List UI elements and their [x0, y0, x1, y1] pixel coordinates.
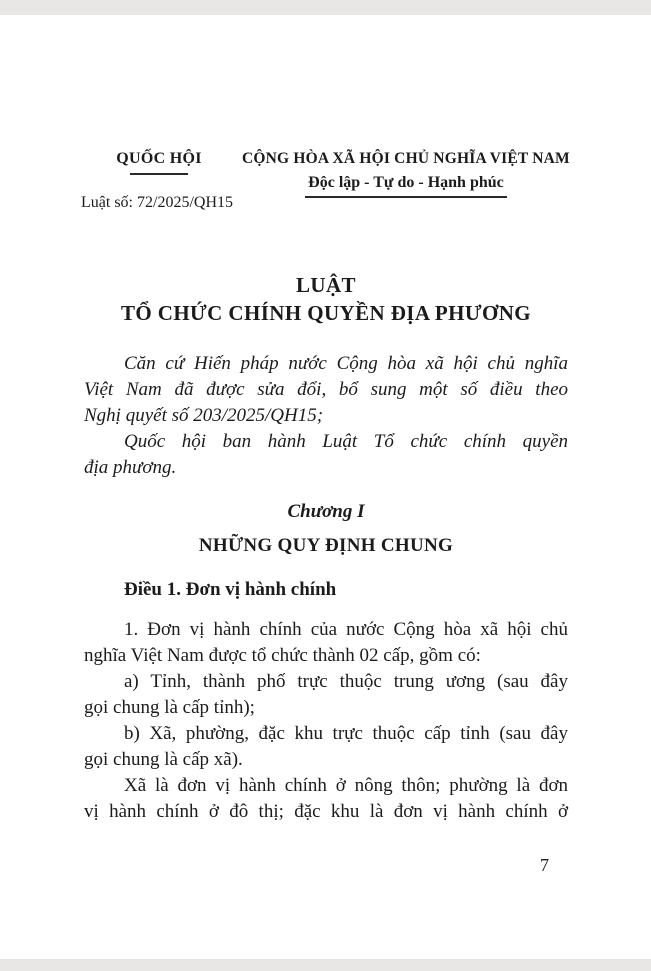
law-title-line1: LUẬT	[296, 273, 356, 297]
page-number: 7	[540, 855, 549, 875]
text-line: Quốc hội ban hành Luật Tổ chức chính quyền	[124, 431, 568, 452]
issuer-underline	[130, 173, 188, 175]
national-motto	[242, 172, 570, 198]
paragraph	[84, 669, 568, 721]
text-line: gọi chung là cấp tỉnh);	[84, 697, 255, 718]
article-heading: Điều 1. Đơn vị hành chính	[124, 579, 337, 600]
text-line: Việt Nam đã được sửa đổi, bổ sung một số điều theo	[84, 379, 568, 400]
paragraph	[84, 351, 568, 429]
national-title: CỘNG HÒA XÃ HỘI CHỦ NGHĨA VIỆT NAM	[242, 150, 570, 167]
header-national-block	[242, 148, 570, 198]
document-page	[0, 15, 651, 959]
text-line: 1. Đơn vị hành chính của nước Cộng hòa xã hội chủ	[124, 619, 568, 640]
text-line: Căn cứ Hiến pháp nước Cộng hòa xã hội chủ nghĩa	[124, 353, 568, 374]
text-line: Xã là đơn vị hành chính ở nông thôn; phường là đơn	[124, 775, 568, 796]
chapter-label: Chương I	[287, 501, 365, 522]
text-line: gọi chung là cấp xã).	[84, 749, 243, 770]
law-number: Luật số: 72/2025/QH15	[81, 194, 233, 211]
document-header	[81, 148, 570, 214]
law-title	[84, 271, 568, 327]
paragraph	[84, 617, 568, 669]
issuer-name: QUỐC HỘI	[116, 150, 202, 167]
paragraph	[84, 429, 568, 481]
text-line: vị hành chính ở đô thị; đặc khu là đơn vị hành chính ở	[84, 801, 568, 822]
preamble	[84, 351, 568, 481]
chapter-title: NHỮNG QUY ĐỊNH CHUNG	[198, 535, 454, 556]
text-line: a) Tỉnh, thành phố trực thuộc trung ương (sau đây	[124, 671, 568, 692]
article-body	[84, 617, 568, 825]
law-title-line2: TỔ CHỨC CHÍNH QUYỀN ĐỊA PHƯƠNG	[120, 301, 532, 325]
text-line: b) Xã, phường, đặc khu trực thuộc cấp tỉnh (sau đây	[124, 723, 568, 744]
paragraph	[84, 773, 568, 825]
paragraph	[84, 721, 568, 773]
text-line: địa phương.	[84, 457, 177, 478]
header-issuer-block	[81, 148, 234, 214]
text-line: nghĩa Việt Nam được tổ chức thành 02 cấp, gồm có:	[84, 645, 481, 666]
national-motto-text: Độc lập - Tự do - Hạnh phúc	[305, 172, 507, 198]
text-line: Nghị quyết số 203/2025/QH15;	[84, 405, 324, 426]
